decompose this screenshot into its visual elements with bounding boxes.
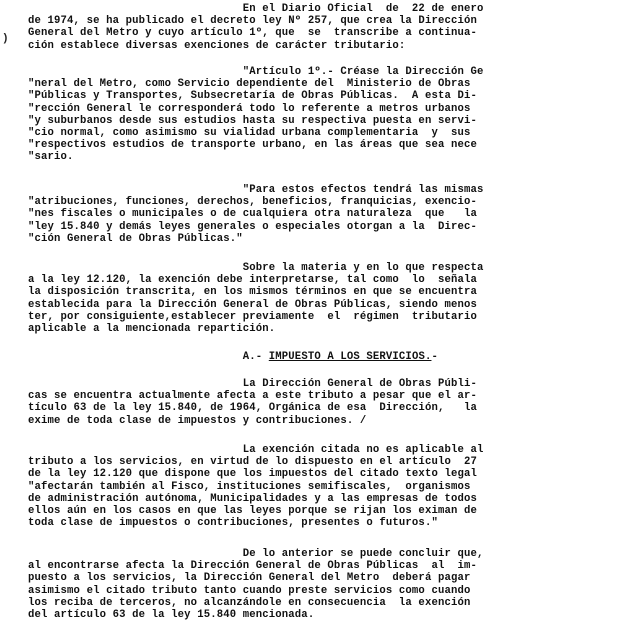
- margin-mark: ): [2, 33, 9, 45]
- text-line: "ley 15.840 y demás leyes generales o especiales otorgan a la Direc-: [28, 220, 478, 233]
- services-paragraph: [28, 378, 608, 427]
- text-line: los reciba de terceros, no alcanzándole en consecuencia la exención: [28, 596, 471, 609]
- text-line: la disposición transcrita, en los mismos términos en que se encuentra: [28, 286, 478, 299]
- article-quote: [28, 66, 608, 164]
- text-line: a la ley 12.120, la exención debe interpretarse, tal como lo señala: [28, 274, 478, 287]
- text-line: del artículo 63 de la ley 15.840 mencionada.: [28, 609, 315, 622]
- text-line: "respectivos estudios de transporte urbano, en las áreas que sea nece: [28, 139, 478, 152]
- section-heading-suffix: -: [431, 351, 438, 363]
- section-heading-line: [28, 351, 608, 363]
- text-line: cas se encuentra actualmente afecta a este tributo a pesar que el ar-: [28, 390, 478, 403]
- text-line: La exención citada no es aplicable al: [28, 444, 484, 456]
- text-line: ter, por consiguiente,establecer previamente el régimen tributario: [28, 310, 478, 323]
- text-line: puesto a los servicios, la Dirección General del Metro deberá pagar: [28, 572, 471, 585]
- text-line: tributo a los servicios, en virtud de lo dispuesto en el artículo 27: [28, 456, 478, 469]
- text-line: "Públicas y Transportes, Subsecretaría de Obras Públicas. A esta Di-: [28, 90, 478, 103]
- text-line: "Artículo 1º.- Créase la Dirección Ge: [28, 66, 484, 78]
- section-heading-title: IMPUESTO A LOS SERVICIOS.: [268, 351, 432, 363]
- text-line: exime de toda clase de impuestos y contribuciones. /: [28, 414, 367, 427]
- text-line: "y suburbanos desde sus estudios hasta su respectiva puesta en servi-: [28, 114, 478, 127]
- text-line: "neral del Metro, como Servicio dependiente del Ministerio de Obras: [28, 78, 471, 91]
- text-line: "nes fiscales o municipales o de cualquiera otra naturaleza que la: [28, 208, 478, 221]
- text-line: En el Diario Oficial de 22 de enero: [28, 3, 484, 15]
- text-line: "cio normal, como asimismo su vialidad urbana complementaria y sus: [28, 127, 471, 140]
- text-line: establecida para la Dirección General de Obras Públicas, siendo menos: [28, 298, 478, 311]
- text-line: "sario.: [28, 151, 74, 164]
- text-line: La Dirección General de Obras Públi-: [28, 378, 478, 390]
- text-line: de 1974, se ha publicado el decreto ley Nº 257, que crea la Dirección: [28, 15, 478, 28]
- text-line: ción establece diversas exenciones de carácter tributario:: [28, 39, 406, 52]
- conclusion-paragraph: [28, 548, 608, 621]
- intro-paragraph: [28, 3, 608, 52]
- text-line: "afectarán también al Fisco, instituciones semifiscales, organismos: [28, 480, 471, 493]
- text-line: "ción General de Obras Públicas.": [28, 232, 243, 245]
- section-heading: [28, 351, 608, 363]
- text-line: de la ley 12.120 que dispone que los impuestos del citado texto legal: [28, 468, 478, 481]
- text-line: "atribuciones, funciones, derechos, beneficios, franquicias, exencio-: [28, 196, 478, 209]
- text-line: ellos aún en los casos en que las leyes porque se rijan los eximan de: [28, 505, 478, 518]
- text-line: aplicable a la mencionada repartición.: [28, 323, 276, 336]
- text-line: "Para estos efectos tendrá las mismas: [28, 184, 484, 196]
- text-line: tículo 63 de la ley 15.840, de 1964, Orgánica de esa Dirección, la: [28, 402, 478, 415]
- section-heading-prefix: A.-: [28, 351, 269, 363]
- text-line: Sobre la materia y en lo que respecta: [28, 262, 484, 274]
- text-line: toda clase de impuestos o contribuciones, presentes o futuros.": [28, 517, 438, 530]
- text-line: al encontrarse afecta la Dirección General de Obras Públicas al im-: [28, 560, 478, 573]
- exemption-paragraph: [28, 444, 608, 529]
- text-line: De lo anterior se puede concluir que,: [28, 548, 484, 560]
- text-line: "rección General le corresponderá todo lo referente a metros urbanos: [28, 102, 471, 115]
- text-line: de administración autónoma, Municipalidades y a las empresas de todos: [28, 492, 478, 505]
- text-line: General del Metro y cuyo artículo 1º, que se transcribe a continua-: [28, 27, 478, 40]
- matter-paragraph: [28, 262, 608, 335]
- text-line: asimismo el citado tributo tanto cuando preste servicios como cuando: [28, 584, 471, 597]
- effects-quote: [28, 184, 608, 245]
